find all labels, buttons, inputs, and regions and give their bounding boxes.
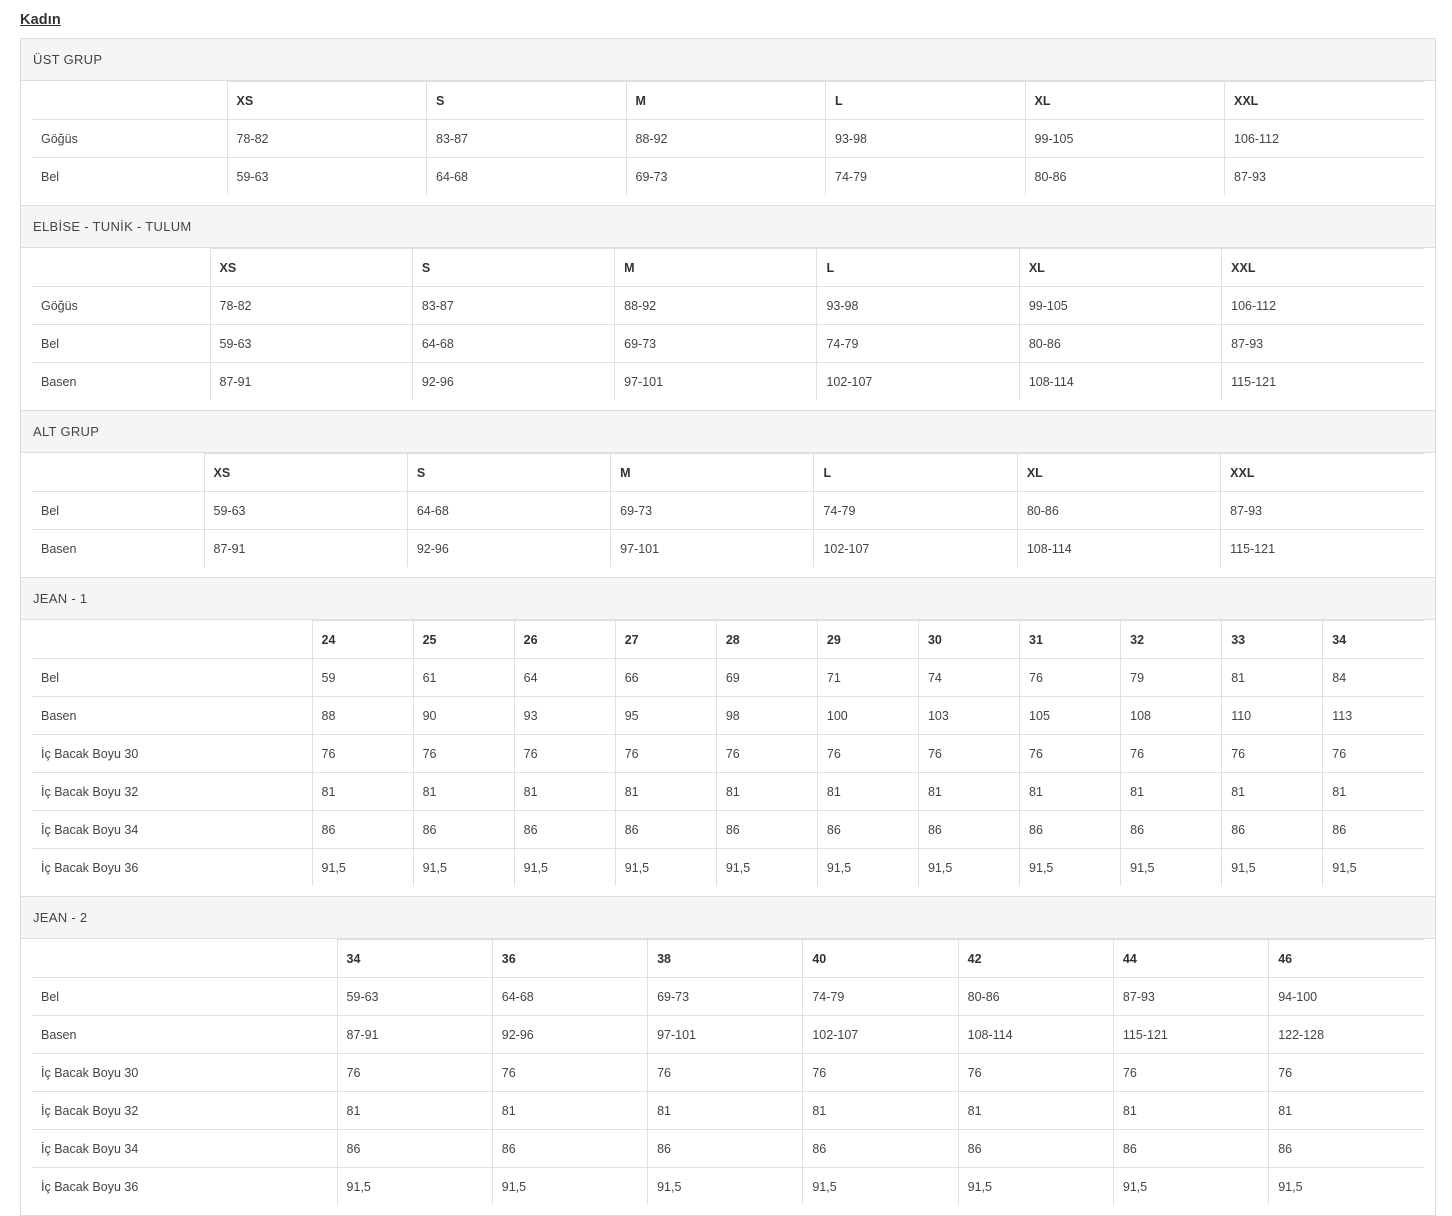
column-header: XL: [1019, 249, 1221, 287]
measurement-cell: 81: [803, 1092, 958, 1130]
measurement-cell: 97-101: [615, 363, 817, 401]
measurement-cell: 86: [958, 1130, 1113, 1168]
measurement-cell: 69-73: [648, 978, 803, 1016]
row-label: İç Bacak Boyu 30: [32, 1054, 337, 1092]
measurement-cell: 92-96: [407, 530, 610, 568]
measurement-cell: 91,5: [1121, 849, 1222, 887]
row-label: İç Bacak Boyu 36: [32, 1168, 337, 1206]
row-label: Bel: [32, 659, 312, 697]
table-row: [32, 287, 1424, 325]
section-jean-1: [21, 578, 1435, 897]
size-table: [32, 620, 1424, 886]
measurement-cell: 86: [803, 1130, 958, 1168]
measurement-cell: 59-63: [204, 492, 407, 530]
measurement-cell: 93-98: [826, 120, 1026, 158]
column-header: 24: [312, 621, 413, 659]
column-header: 40: [803, 940, 958, 978]
measurement-cell: 93-98: [817, 287, 1019, 325]
measurement-cell: 76: [958, 1054, 1113, 1092]
section-header: JEAN - 2: [21, 897, 1435, 939]
measurement-cell: 86: [1020, 811, 1121, 849]
measurement-cell: 87-93: [1222, 325, 1424, 363]
table-row: [32, 1054, 1424, 1092]
measurement-cell: 81: [716, 773, 817, 811]
column-header: 38: [648, 940, 803, 978]
column-header: M: [611, 454, 814, 492]
measurement-cell: 81: [918, 773, 1019, 811]
measurement-cell: 86: [1269, 1130, 1424, 1168]
measurement-cell: 59-63: [227, 158, 427, 196]
measurement-cell: 87-93: [1113, 978, 1268, 1016]
column-header: 34: [337, 940, 492, 978]
size-table: [32, 81, 1424, 195]
measurement-cell: 87-91: [337, 1016, 492, 1054]
measurement-cell: 98: [716, 697, 817, 735]
table-row: [32, 363, 1424, 401]
measurement-cell: 91,5: [918, 849, 1019, 887]
measurement-cell: 94-100: [1269, 978, 1424, 1016]
column-header: M: [615, 249, 817, 287]
table-corner-cell: [32, 454, 204, 492]
measurement-cell: 91,5: [615, 849, 716, 887]
measurement-cell: 81: [648, 1092, 803, 1130]
table-header-row: [32, 940, 1424, 978]
table-wrapper: [21, 939, 1435, 1215]
measurement-cell: 81: [1222, 659, 1323, 697]
column-header: 28: [716, 621, 817, 659]
measurement-cell: 90: [413, 697, 514, 735]
measurement-cell: 113: [1323, 697, 1424, 735]
table-header-row: [32, 621, 1424, 659]
measurement-cell: 87-91: [210, 363, 412, 401]
measurement-cell: 108-114: [1019, 363, 1221, 401]
measurement-cell: 83-87: [427, 120, 627, 158]
row-label: Basen: [32, 697, 312, 735]
measurement-cell: 81: [514, 773, 615, 811]
measurement-cell: 115-121: [1221, 530, 1424, 568]
measurement-cell: 88: [312, 697, 413, 735]
row-label: Göğüs: [32, 287, 210, 325]
measurement-cell: 76: [1269, 1054, 1424, 1092]
measurement-cell: 99-105: [1019, 287, 1221, 325]
table-row: [32, 530, 1424, 568]
row-label: İç Bacak Boyu 34: [32, 811, 312, 849]
column-header: 34: [1323, 621, 1424, 659]
measurement-cell: 83-87: [412, 287, 614, 325]
measurement-cell: 81: [817, 773, 918, 811]
measurement-cell: 87-93: [1225, 158, 1425, 196]
measurement-cell: 108-114: [1017, 530, 1220, 568]
measurement-cell: 115-121: [1222, 363, 1424, 401]
measurement-cell: 102-107: [803, 1016, 958, 1054]
section-header: ALT GRUP: [21, 411, 1435, 453]
measurement-cell: 102-107: [814, 530, 1017, 568]
measurement-cell: 64-68: [492, 978, 647, 1016]
measurement-cell: 80-86: [1019, 325, 1221, 363]
measurement-cell: 91,5: [1323, 849, 1424, 887]
measurement-cell: 71: [817, 659, 918, 697]
measurement-cell: 76: [1323, 735, 1424, 773]
measurement-cell: 84: [1323, 659, 1424, 697]
section-elbise-tunik-tulum: [21, 206, 1435, 411]
measurement-cell: 86: [312, 811, 413, 849]
sections-container: [21, 39, 1435, 1215]
measurement-cell: 100: [817, 697, 918, 735]
measurement-cell: 97-101: [648, 1016, 803, 1054]
column-header: 31: [1020, 621, 1121, 659]
size-chart-panel: [20, 38, 1436, 1216]
measurement-cell: 93: [514, 697, 615, 735]
column-header: 36: [492, 940, 647, 978]
measurement-cell: 86: [337, 1130, 492, 1168]
table-row: [32, 978, 1424, 1016]
measurement-cell: 86: [492, 1130, 647, 1168]
column-header: S: [427, 82, 627, 120]
table-row: [32, 120, 1424, 158]
measurement-cell: 86: [514, 811, 615, 849]
measurement-cell: 86: [1222, 811, 1323, 849]
table-row: [32, 325, 1424, 363]
measurement-cell: 69-73: [626, 158, 826, 196]
table-corner-cell: [32, 82, 227, 120]
column-header: 25: [413, 621, 514, 659]
row-label: Bel: [32, 325, 210, 363]
measurement-cell: 95: [615, 697, 716, 735]
table-row: [32, 697, 1424, 735]
measurement-cell: 80-86: [1025, 158, 1225, 196]
measurement-cell: 97-101: [611, 530, 814, 568]
measurement-cell: 91,5: [1222, 849, 1323, 887]
measurement-cell: 81: [615, 773, 716, 811]
measurement-cell: 92-96: [412, 363, 614, 401]
column-header: L: [814, 454, 1017, 492]
column-header: XXL: [1222, 249, 1424, 287]
measurement-cell: 64-68: [412, 325, 614, 363]
measurement-cell: 110: [1222, 697, 1323, 735]
column-header: XXL: [1225, 82, 1425, 120]
measurement-cell: 91,5: [716, 849, 817, 887]
measurement-cell: 86: [716, 811, 817, 849]
measurement-cell: 80-86: [1017, 492, 1220, 530]
column-header: S: [412, 249, 614, 287]
measurement-cell: 81: [1020, 773, 1121, 811]
measurement-cell: 76: [1121, 735, 1222, 773]
measurement-cell: 91,5: [312, 849, 413, 887]
measurement-cell: 106-112: [1222, 287, 1424, 325]
table-row: [32, 1092, 1424, 1130]
column-header: XS: [210, 249, 412, 287]
table-row: [32, 492, 1424, 530]
measurement-cell: 86: [615, 811, 716, 849]
table-corner-cell: [32, 249, 210, 287]
measurement-cell: 81: [1121, 773, 1222, 811]
table-row: [32, 158, 1424, 196]
table-row: [32, 1016, 1424, 1054]
measurement-cell: 103: [918, 697, 1019, 735]
measurement-cell: 86: [1113, 1130, 1268, 1168]
measurement-cell: 76: [337, 1054, 492, 1092]
measurement-cell: 61: [413, 659, 514, 697]
section-header: ÜST GRUP: [21, 39, 1435, 81]
row-label: İç Bacak Boyu 34: [32, 1130, 337, 1168]
measurement-cell: 69-73: [615, 325, 817, 363]
measurement-cell: 106-112: [1225, 120, 1425, 158]
measurement-cell: 76: [1020, 735, 1121, 773]
column-header: XL: [1017, 454, 1220, 492]
table-wrapper: [21, 620, 1435, 896]
row-label: Göğüs: [32, 120, 227, 158]
column-header: 29: [817, 621, 918, 659]
measurement-cell: 102-107: [817, 363, 1019, 401]
section-header: JEAN - 1: [21, 578, 1435, 620]
measurement-cell: 105: [1020, 697, 1121, 735]
column-header: 30: [918, 621, 1019, 659]
measurement-cell: 69-73: [611, 492, 814, 530]
section-alt-grup: [21, 411, 1435, 578]
column-header: 46: [1269, 940, 1424, 978]
measurement-cell: 64-68: [427, 158, 627, 196]
measurement-cell: 76: [1020, 659, 1121, 697]
measurement-cell: 91,5: [514, 849, 615, 887]
column-header: 27: [615, 621, 716, 659]
measurement-cell: 74: [918, 659, 1019, 697]
column-header: 33: [1222, 621, 1323, 659]
measurement-cell: 78-82: [227, 120, 427, 158]
measurement-cell: 69: [716, 659, 817, 697]
measurement-cell: 86: [817, 811, 918, 849]
measurement-cell: 122-128: [1269, 1016, 1424, 1054]
measurement-cell: 86: [1323, 811, 1424, 849]
measurement-cell: 81: [1269, 1092, 1424, 1130]
measurement-cell: 59: [312, 659, 413, 697]
row-label: İç Bacak Boyu 30: [32, 735, 312, 773]
measurement-cell: 76: [648, 1054, 803, 1092]
table-wrapper: [21, 248, 1435, 410]
measurement-cell: 99-105: [1025, 120, 1225, 158]
measurement-cell: 86: [648, 1130, 803, 1168]
measurement-cell: 91,5: [1020, 849, 1121, 887]
table-header-row: [32, 82, 1424, 120]
column-header: XS: [227, 82, 427, 120]
measurement-cell: 81: [337, 1092, 492, 1130]
table-wrapper: [21, 81, 1435, 205]
measurement-cell: 74-79: [826, 158, 1026, 196]
table-header-row: [32, 454, 1424, 492]
measurement-cell: 76: [1113, 1054, 1268, 1092]
measurement-cell: 64: [514, 659, 615, 697]
measurement-cell: 74-79: [817, 325, 1019, 363]
row-label: Basen: [32, 363, 210, 401]
section-header: ELBİSE - TUNİK - TULUM: [21, 206, 1435, 248]
column-header: L: [817, 249, 1019, 287]
column-header: 44: [1113, 940, 1268, 978]
measurement-cell: 92-96: [492, 1016, 647, 1054]
measurement-cell: 81: [1113, 1092, 1268, 1130]
row-label: İç Bacak Boyu 36: [32, 849, 312, 887]
measurement-cell: 115-121: [1113, 1016, 1268, 1054]
section-ust-grup: [21, 39, 1435, 206]
measurement-cell: 91,5: [1113, 1168, 1268, 1206]
measurement-cell: 108: [1121, 697, 1222, 735]
row-label: İç Bacak Boyu 32: [32, 773, 312, 811]
size-table: [32, 939, 1424, 1205]
column-header: 42: [958, 940, 1113, 978]
measurement-cell: 76: [817, 735, 918, 773]
measurement-cell: 87-91: [204, 530, 407, 568]
measurement-cell: 78-82: [210, 287, 412, 325]
table-row: [32, 1130, 1424, 1168]
table-wrapper: [21, 453, 1435, 577]
measurement-cell: 59-63: [337, 978, 492, 1016]
column-header: XXL: [1221, 454, 1424, 492]
measurement-cell: 81: [1222, 773, 1323, 811]
measurement-cell: 81: [492, 1092, 647, 1130]
size-table: [32, 248, 1424, 400]
measurement-cell: 91,5: [492, 1168, 647, 1206]
measurement-cell: 76: [413, 735, 514, 773]
column-header: 26: [514, 621, 615, 659]
measurement-cell: 88-92: [615, 287, 817, 325]
measurement-cell: 91,5: [337, 1168, 492, 1206]
measurement-cell: 81: [1323, 773, 1424, 811]
row-label: Bel: [32, 492, 204, 530]
table-row: [32, 773, 1424, 811]
table-row: [32, 735, 1424, 773]
measurement-cell: 81: [958, 1092, 1113, 1130]
measurement-cell: 76: [514, 735, 615, 773]
measurement-cell: 91,5: [803, 1168, 958, 1206]
table-corner-cell: [32, 940, 337, 978]
table-row: [32, 811, 1424, 849]
measurement-cell: 74-79: [814, 492, 1017, 530]
measurement-cell: 74-79: [803, 978, 958, 1016]
measurement-cell: 76: [492, 1054, 647, 1092]
row-label: Basen: [32, 530, 204, 568]
measurement-cell: 66: [615, 659, 716, 697]
measurement-cell: 76: [1222, 735, 1323, 773]
measurement-cell: 91,5: [817, 849, 918, 887]
measurement-cell: 80-86: [958, 978, 1113, 1016]
measurement-cell: 76: [312, 735, 413, 773]
size-table: [32, 453, 1424, 567]
measurement-cell: 87-93: [1221, 492, 1424, 530]
measurement-cell: 86: [413, 811, 514, 849]
measurement-cell: 64-68: [407, 492, 610, 530]
measurement-cell: 81: [413, 773, 514, 811]
measurement-cell: 91,5: [648, 1168, 803, 1206]
measurement-cell: 59-63: [210, 325, 412, 363]
column-header: M: [626, 82, 826, 120]
measurement-cell: 76: [918, 735, 1019, 773]
column-header: S: [407, 454, 610, 492]
column-header: XL: [1025, 82, 1225, 120]
measurement-cell: 86: [1121, 811, 1222, 849]
page-title: Kadın: [20, 12, 61, 28]
measurement-cell: 91,5: [413, 849, 514, 887]
column-header: 32: [1121, 621, 1222, 659]
row-label: Bel: [32, 158, 227, 196]
row-label: Bel: [32, 978, 337, 1016]
table-header-row: [32, 249, 1424, 287]
measurement-cell: 79: [1121, 659, 1222, 697]
measurement-cell: 91,5: [1269, 1168, 1424, 1206]
measurement-cell: 76: [803, 1054, 958, 1092]
measurement-cell: 91,5: [958, 1168, 1113, 1206]
measurement-cell: 76: [716, 735, 817, 773]
section-jean-2: [21, 897, 1435, 1215]
table-row: [32, 1168, 1424, 1206]
column-header: L: [826, 82, 1026, 120]
row-label: Basen: [32, 1016, 337, 1054]
measurement-cell: 86: [918, 811, 1019, 849]
table-row: [32, 849, 1424, 887]
measurement-cell: 76: [615, 735, 716, 773]
table-corner-cell: [32, 621, 312, 659]
measurement-cell: 108-114: [958, 1016, 1113, 1054]
column-header: XS: [204, 454, 407, 492]
measurement-cell: 88-92: [626, 120, 826, 158]
row-label: İç Bacak Boyu 32: [32, 1092, 337, 1130]
measurement-cell: 81: [312, 773, 413, 811]
table-row: [32, 659, 1424, 697]
